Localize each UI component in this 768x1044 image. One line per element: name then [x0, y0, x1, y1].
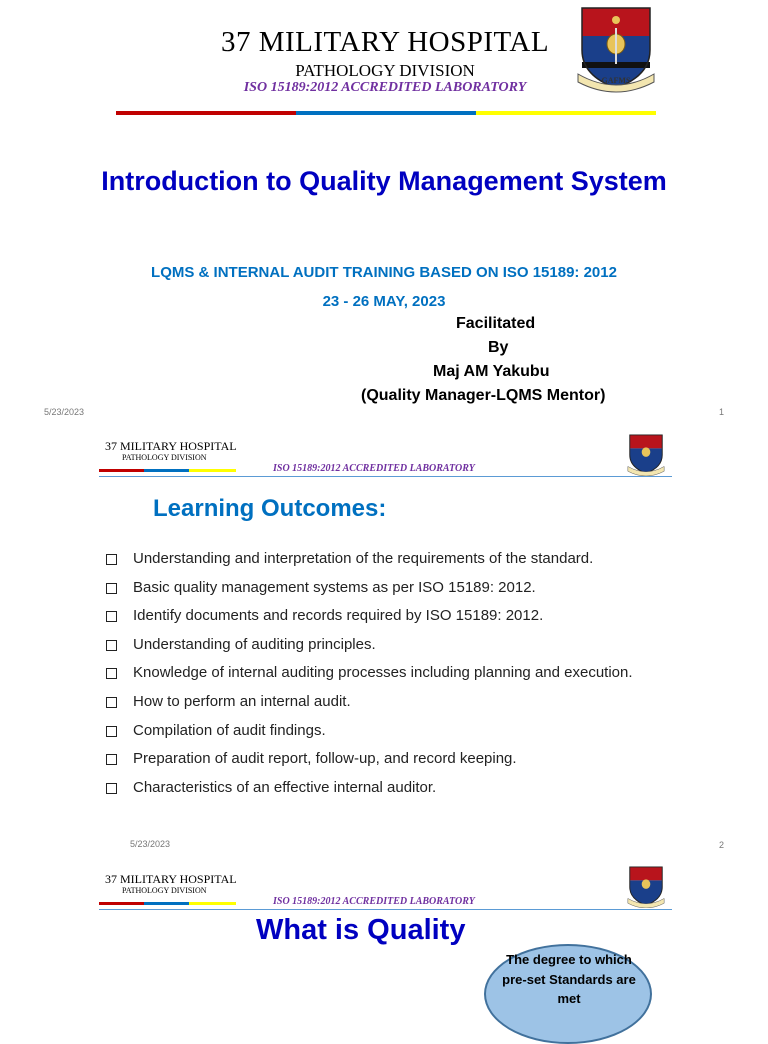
- accreditation-text: ISO 15189:2012 ACCREDITED LABORATORY: [273, 463, 475, 474]
- list-item: Knowledge of internal auditing processes including planning and execution.: [106, 659, 633, 688]
- list-item: Characteristics of an effective internal auditor.: [106, 774, 726, 803]
- gafms-crest-logo: [574, 6, 658, 94]
- checkbox-bullet-icon: [106, 783, 117, 794]
- color-bar-yellow: [476, 111, 656, 115]
- list-item: Understanding and interpretation of the requirements of the standard.: [106, 545, 726, 574]
- slide-1-page-number: 1: [719, 407, 725, 417]
- header-divider: [99, 909, 672, 910]
- accreditation-text: ISO 15189:2012 ACCREDITED LABORATORY: [243, 80, 527, 95]
- checkbox-bullet-icon: [106, 668, 117, 679]
- what-is-quality-title: What is Quality: [256, 914, 466, 946]
- learning-outcomes-list: [106, 545, 726, 802]
- definition-text: The degree to which pre-set Standards are met: [502, 952, 636, 1006]
- checkbox-bullet-icon: [106, 640, 117, 651]
- checkbox-bullet-icon: [106, 697, 117, 708]
- list-item: Understanding of auditing principles.: [106, 631, 726, 660]
- training-dates: 23 - 26 MAY, 2023: [322, 293, 446, 310]
- checkbox-bullet-icon: [106, 583, 117, 594]
- training-name: LQMS & INTERNAL AUDIT TRAINING BASED ON ISO 15189: 2012: [151, 264, 617, 281]
- color-bar-yellow: [189, 902, 236, 905]
- hospital-name: 37 MILITARY HOSPITAL: [220, 26, 550, 58]
- color-bar-blue: [144, 469, 189, 472]
- crest-label: GAFMS: [601, 76, 631, 85]
- gafms-crest-logo: [624, 866, 668, 908]
- training-subtitle: [60, 258, 708, 316]
- facilitated-label: Facilitated: [456, 315, 536, 332]
- slide-1-date: 5/23/2023: [44, 407, 85, 417]
- list-item: Basic quality management systems as per ISO 15189: 2012.: [106, 574, 726, 603]
- checkbox-bullet-icon: [106, 611, 117, 622]
- facilitator-block: [330, 312, 750, 408]
- color-bar-red: [99, 902, 144, 905]
- color-bar-yellow: [189, 469, 236, 472]
- division-name: PATHOLOGY DIVISION: [295, 61, 475, 80]
- facilitator-role: (Quality Manager-LQMS Mentor): [361, 387, 606, 404]
- checkbox-bullet-icon: [106, 754, 117, 765]
- checkbox-bullet-icon: [106, 554, 117, 565]
- by-label: By: [488, 339, 509, 356]
- color-bar-blue: [144, 902, 189, 905]
- color-bar-red: [99, 469, 144, 472]
- hospital-name: 37 MILITARY HOSPITAL: [105, 439, 237, 453]
- hospital-name: 37 MILITARY HOSPITAL: [105, 872, 237, 886]
- division-name: PATHOLOGY DIVISION: [122, 886, 207, 895]
- gafms-crest-logo: [624, 434, 668, 476]
- color-bar-red: [116, 111, 296, 115]
- list-item: How to perform an internal audit.: [106, 688, 726, 717]
- slide-2-date: 5/23/2023: [130, 839, 171, 849]
- learning-outcomes-title: Learning Outcomes:: [153, 495, 387, 522]
- list-item: Preparation of audit report, follow-up, and record keeping.: [106, 745, 726, 774]
- presentation-title: Introduction to Quality Management System: [101, 166, 667, 196]
- slide-2-page-number: 2: [719, 840, 725, 850]
- facilitator-name: Maj AM Yakubu: [433, 363, 550, 380]
- accreditation-text: ISO 15189:2012 ACCREDITED LABORATORY: [273, 896, 475, 907]
- color-bar-blue: [296, 111, 476, 115]
- header-divider: [99, 476, 672, 477]
- division-name: PATHOLOGY DIVISION: [122, 453, 207, 462]
- list-item: Compilation of audit findings.: [106, 717, 726, 746]
- checkbox-bullet-icon: [106, 726, 117, 737]
- list-item: Identify documents and records required by ISO 15189: 2012.: [106, 602, 726, 631]
